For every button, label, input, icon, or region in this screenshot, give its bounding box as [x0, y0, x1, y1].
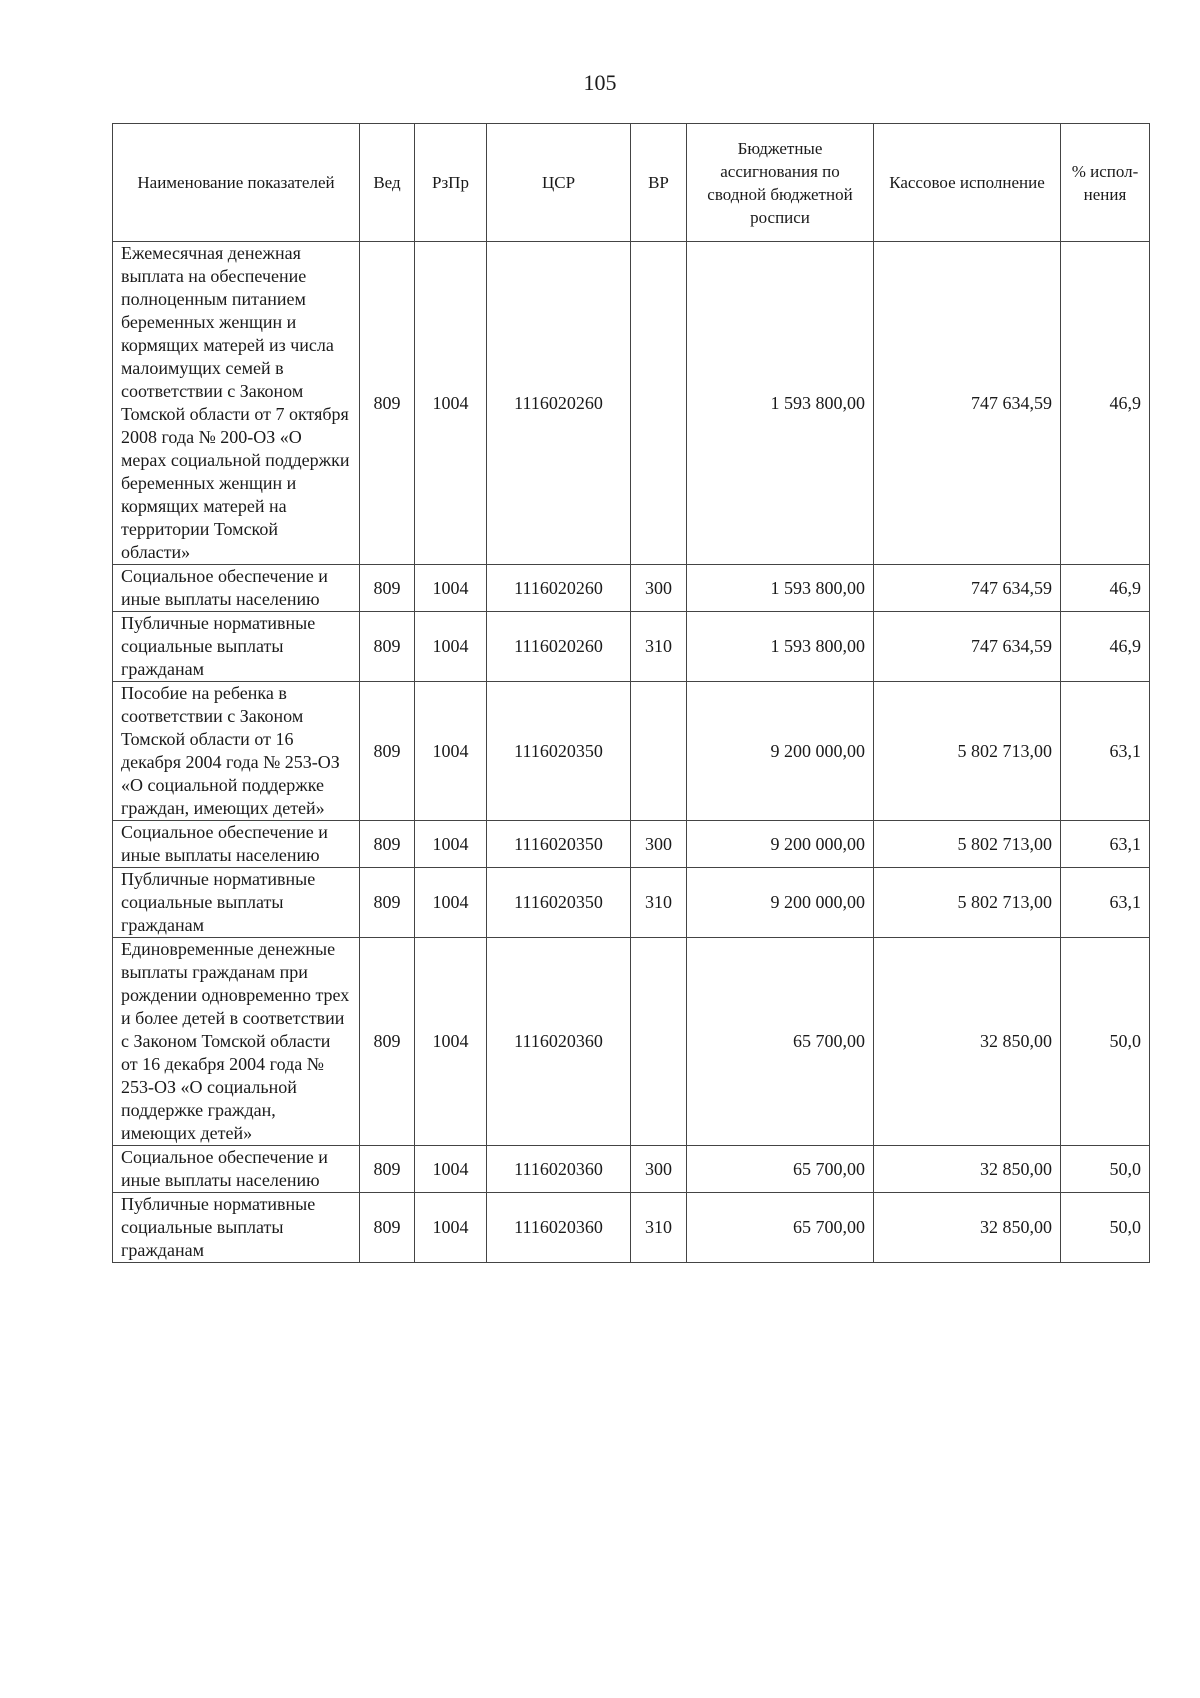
table-row — [113, 565, 1150, 612]
row-executed: 32 850,00 — [874, 1193, 1061, 1263]
row-percent: 46,9 — [1061, 242, 1150, 565]
row-vr — [631, 682, 687, 821]
row-vr — [631, 938, 687, 1146]
row-rzpr: 1004 — [415, 821, 487, 868]
row-percent: 63,1 — [1061, 682, 1150, 821]
row-vr: 300 — [631, 821, 687, 868]
row-ved: 809 — [360, 1146, 415, 1193]
row-executed: 5 802 713,00 — [874, 682, 1061, 821]
page-number: 105 — [583, 70, 617, 95]
row-name: Социальное обеспечение и иные выплаты населению — [113, 1146, 360, 1193]
row-ved: 809 — [360, 242, 415, 565]
header-executed: Кассовое исполнение — [874, 124, 1061, 242]
table-header-row — [113, 124, 1150, 242]
row-csr: 1116020350 — [487, 682, 631, 821]
row-assigned: 9 200 000,00 — [687, 682, 874, 821]
row-name: Социальное обеспечение и иные выплаты населению — [113, 565, 360, 612]
row-name: Ежемесячная денежная выплата на обеспечение полноценным питанием беременных женщин и кормящих матерей из числа малоимущих семей в соответствии с Законом Томской области от 7 октября 2008 года № 200-ОЗ «О мерах социальной поддержки беременных женщин и кормящих матерей на территории Томской области» — [113, 242, 360, 565]
row-ved: 809 — [360, 682, 415, 821]
row-csr: 1116020360 — [487, 1146, 631, 1193]
row-assigned: 9 200 000,00 — [687, 821, 874, 868]
row-rzpr: 1004 — [415, 612, 487, 682]
header-rzpr: РзПр — [415, 124, 487, 242]
row-csr: 1116020350 — [487, 821, 631, 868]
row-rzpr: 1004 — [415, 1193, 487, 1263]
row-rzpr: 1004 — [415, 1146, 487, 1193]
row-executed: 32 850,00 — [874, 938, 1061, 1146]
row-name: Публичные нормативные социальные выплаты гражданам — [113, 1193, 360, 1263]
row-rzpr: 1004 — [415, 682, 487, 821]
row-percent: 50,0 — [1061, 1146, 1150, 1193]
row-ved: 809 — [360, 565, 415, 612]
row-vr: 310 — [631, 1193, 687, 1263]
row-ved: 809 — [360, 1193, 415, 1263]
row-rzpr: 1004 — [415, 565, 487, 612]
row-vr: 300 — [631, 565, 687, 612]
row-name: Публичные нормативные социальные выплаты гражданам — [113, 868, 360, 938]
row-vr: 300 — [631, 1146, 687, 1193]
table-row — [113, 682, 1150, 821]
row-executed: 5 802 713,00 — [874, 821, 1061, 868]
row-assigned: 1 593 800,00 — [687, 612, 874, 682]
row-assigned: 65 700,00 — [687, 1146, 874, 1193]
table-row — [113, 821, 1150, 868]
row-vr: 310 — [631, 868, 687, 938]
row-executed: 747 634,59 — [874, 242, 1061, 565]
header-vr: ВР — [631, 124, 687, 242]
row-ved: 809 — [360, 868, 415, 938]
row-assigned: 1 593 800,00 — [687, 242, 874, 565]
row-ved: 809 — [360, 938, 415, 1146]
row-percent: 46,9 — [1061, 565, 1150, 612]
budget-table — [112, 123, 1150, 1263]
table-row — [113, 868, 1150, 938]
row-executed: 747 634,59 — [874, 612, 1061, 682]
row-assigned: 65 700,00 — [687, 1193, 874, 1263]
row-assigned: 9 200 000,00 — [687, 868, 874, 938]
row-executed: 32 850,00 — [874, 1146, 1061, 1193]
row-percent: 46,9 — [1061, 612, 1150, 682]
row-rzpr: 1004 — [415, 938, 487, 1146]
table-row — [113, 242, 1150, 565]
table-row — [113, 1146, 1150, 1193]
table-row — [113, 938, 1150, 1146]
header-csr: ЦСР — [487, 124, 631, 242]
header-assigned: Бюджетные ассигнования по сводной бюджетной росписи — [687, 124, 874, 242]
row-percent: 63,1 — [1061, 868, 1150, 938]
row-name: Единовременные денежные выплаты гражданам при рождении одновременно трех и более детей в соответствии с Законом Томской области от 16 декабря 2004 года № 253-ОЗ «О социальной поддержке граждан, имеющих детей» — [113, 938, 360, 1146]
table-row — [113, 1193, 1150, 1263]
row-name: Публичные нормативные социальные выплаты гражданам — [113, 612, 360, 682]
row-rzpr: 1004 — [415, 868, 487, 938]
row-assigned: 1 593 800,00 — [687, 565, 874, 612]
row-percent: 63,1 — [1061, 821, 1150, 868]
row-rzpr: 1004 — [415, 242, 487, 565]
row-csr: 1116020360 — [487, 1193, 631, 1263]
row-csr: 1116020260 — [487, 565, 631, 612]
row-csr: 1116020360 — [487, 938, 631, 1146]
row-vr: 310 — [631, 612, 687, 682]
header-percent: % испол-нения — [1061, 124, 1150, 242]
row-csr: 1116020350 — [487, 868, 631, 938]
row-assigned: 65 700,00 — [687, 938, 874, 1146]
row-name: Пособие на ребенка в соответствии с Законом Томской области от 16 декабря 2004 года № 253-ОЗ «О социальной поддержке граждан, имеющих детей» — [113, 682, 360, 821]
header-name: Наименование показателей — [113, 124, 360, 242]
header-ved: Вед — [360, 124, 415, 242]
row-ved: 809 — [360, 821, 415, 868]
row-name: Социальное обеспечение и иные выплаты населению — [113, 821, 360, 868]
table-row — [113, 612, 1150, 682]
row-percent: 50,0 — [1061, 1193, 1150, 1263]
row-ved: 809 — [360, 612, 415, 682]
row-percent: 50,0 — [1061, 938, 1150, 1146]
row-executed: 747 634,59 — [874, 565, 1061, 612]
row-vr — [631, 242, 687, 565]
row-csr: 1116020260 — [487, 242, 631, 565]
row-csr: 1116020260 — [487, 612, 631, 682]
row-executed: 5 802 713,00 — [874, 868, 1061, 938]
